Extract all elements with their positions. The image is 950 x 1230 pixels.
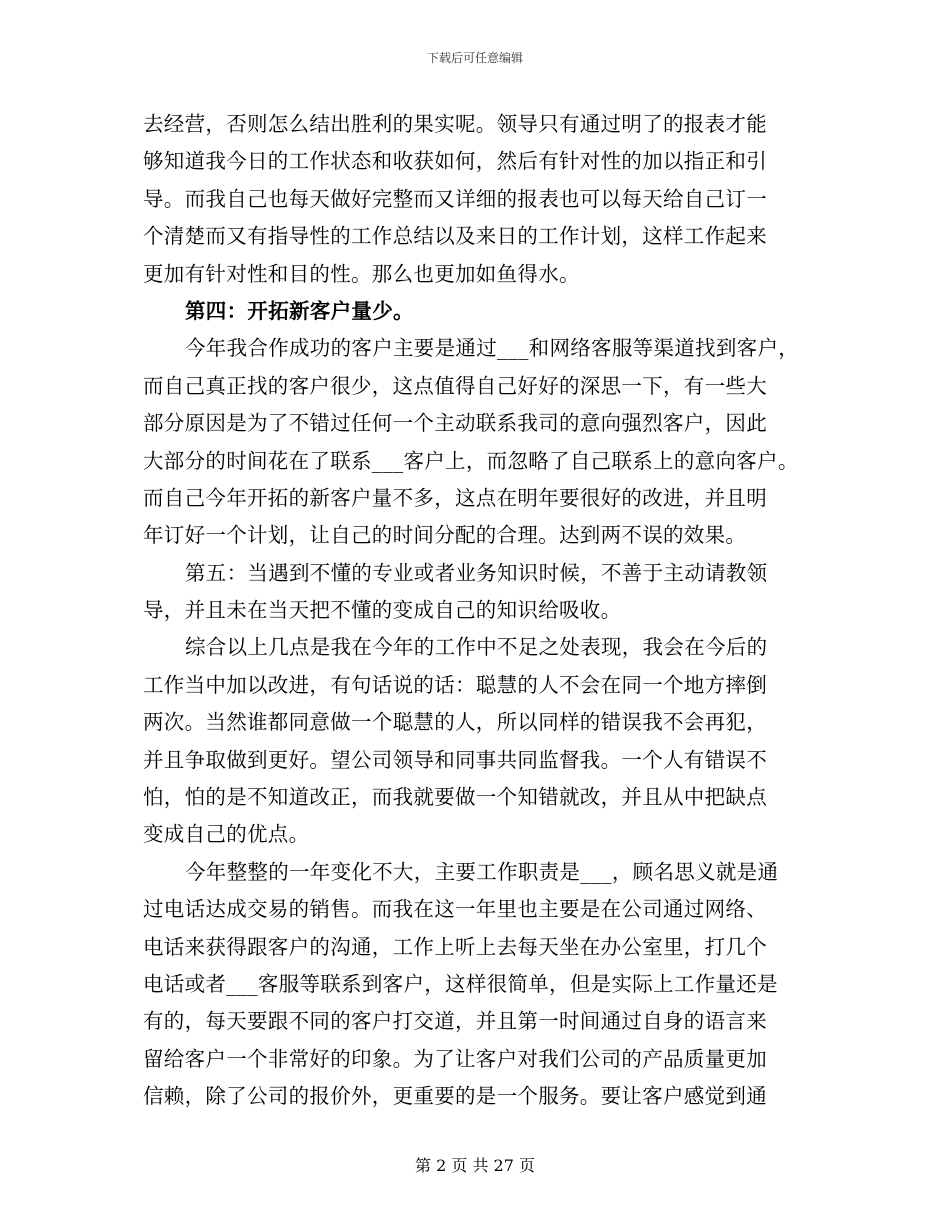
text-line: 并且争取做到更好。望公司领导和同事共同监督我。一个人有错误不 — [143, 747, 767, 772]
text-line: 今年整整的一年变化不大，主要工作职责是___，顾名思义就是通 — [185, 859, 779, 884]
text-line: 综合以上几点是我在今年的工作中不足之处表现，我会在今后的 — [185, 635, 768, 660]
page-header: 下载后可任意编辑 — [426, 51, 523, 65]
text-line: 导。而我自己也每天做好完整而又详细的报表也可以每天给自己订一 — [143, 186, 767, 211]
page-number: 第 2 页 共 27 页 — [415, 1156, 535, 1175]
text-line: 够知道我今日的工作状态和收获如何，然后有针对性的加以指正和引 — [143, 149, 767, 174]
section-heading: 第四：开拓新客户量少。 — [185, 298, 414, 323]
text-line: 更加有针对性和目的性。那么也更加如鱼得水。 — [143, 261, 580, 286]
text-line: 有的，每天要跟不同的客户打交道，并且第一时间通过自身的语言来 — [143, 1009, 767, 1034]
text-line: 电话或者___客服等联系到客户，这样很简单，但是实际上工作量还是 — [143, 971, 778, 996]
text-line: 部分原因是为了不错过任何一个主动联系我司的意向强烈客户，因此 — [143, 411, 767, 436]
text-line: 留给客户一个非常好的印象。为了让客户对我们公司的产品质量更加 — [143, 1046, 767, 1071]
text-line: 导，并且未在当天把不懂的变成自己的知识给吸收。 — [143, 598, 622, 623]
text-line: 电话来获得跟客户的沟通，工作上听上去每天坐在办公室里，打几个 — [143, 934, 767, 959]
document-body — [143, 106, 813, 1116]
text-line: 两次。当然谁都同意做一个聪慧的人，所以同样的错误我不会再犯， — [143, 710, 767, 735]
text-line: 而自己真正找的客户很少，这点值得自己好好的深思一下，有一些大 — [143, 373, 767, 398]
text-line: 去经营，否则怎么结出胜利的果实呢。领导只有通过明了的报表才能 — [143, 112, 767, 136]
text-line: 个清楚而又有指导性的工作总结以及来日的工作计划，这样工作起来 — [143, 224, 767, 249]
text-line: 过电话达成交易的销售。而我在这一年里也主要是在公司通过网络、 — [143, 897, 767, 922]
text-line: 变成自己的优点。 — [143, 822, 310, 847]
text-line: 第五：当遇到不懂的专业或者业务知识时候，不善于主动请教领 — [185, 560, 768, 585]
text-line: 而自己今年开拓的新客户量不多，这点在明年要很好的改进，并且明 — [143, 485, 767, 510]
text-line: 大部分的时间花在了联系___客户上，而忽略了自己联系上的意向客户。 — [143, 448, 799, 473]
text-line: 年订好一个计划，让自己的时间分配的合理。达到两不误的效果。 — [143, 523, 747, 548]
text-line: 信赖，除了公司的报价外，更重要的是一个服务。要让客户感觉到通 — [143, 1084, 767, 1109]
text-line: 怕，怕的是不知道改正，而我就要做一个知错就改，并且从中把缺点 — [143, 785, 767, 810]
text-line: 工作当中加以改进，有句话说的话：聪慧的人不会在同一个地方摔倒 — [143, 672, 767, 697]
text-line: 今年我合作成功的客户主要是通过___和网络客服等渠道找到客户， — [185, 336, 800, 361]
